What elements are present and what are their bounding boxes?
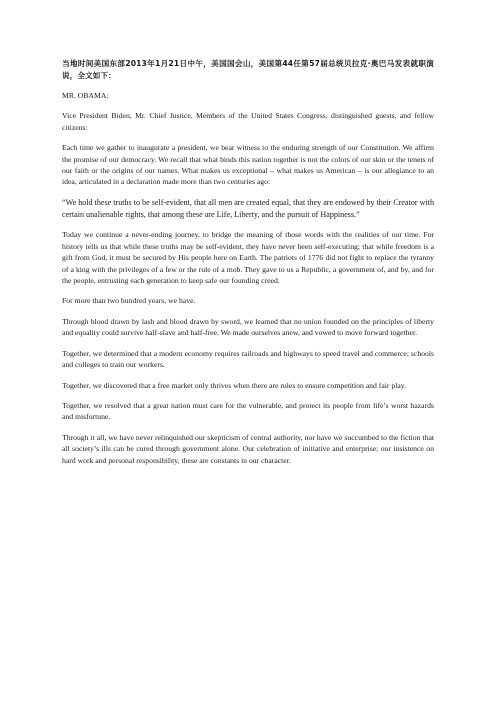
paragraph-two-hundred-years: For more than two hundred years, we have.: [62, 296, 196, 306]
paragraph-salutation: Vice President Biden, Mr. Chief Justice, Members of the United States Congress, distinguished guests, and fellow citizens:: [62, 111, 434, 132]
paragraph-modern-economy: Together, we determined that a modern economy requires railroads and highways to speed travel and commerce; schools and colleges to train our workers.: [62, 348, 434, 370]
paragraph-blood-drawn: Through blood drawn by lash and blood drawn by sword, we learned that no union founded on the principles of liberty and equality could survive half-slave and half-free. We made ourselves anew, and vowed to move forward together.: [62, 316, 434, 338]
document-heading: 当地时间美国东部2013年1月21日中午，美国国会山，美国第44任第57届总统贝拉克·奥巴马发表就职演说，全文如下：: [62, 59, 434, 80]
paragraph-great-nation: Together, we resolved that a great nation must care for the vulnerable, and protect its people from life’s worst hazards and misfortune.: [62, 400, 434, 422]
paragraph-constitution: Each time we gather to inaugurate a president, we bear witness to the enduring strength of our Constitution. We affirm the promise of our democracy. We recall that what binds this nation together is not the colors of our skin or the tenets of our faith or the origins of our names. What makes us exceptional – what makes us American – is our allegiance to an idea, articulated in a declaration made more than two centuries ago:: [62, 143, 434, 187]
paragraph-declaration-quote: “We hold these truths to be self-evident, that all men are created equal, that they are endowed by their Creator with certain unalienable rights, that among these are Life, Liberty, and the pursuit of Happiness.”: [62, 197, 434, 219]
paragraph-free-market: Together, we discovered that a free market only thrives when there are rules to ensure competition and fair play.: [62, 380, 407, 390]
document-page: [62, 58, 434, 475]
speaker-label: MR. OBAMA:: [62, 91, 109, 100]
paragraph-through-it-all: Through it all, we have never relinquished our skepticism of central authority, nor have we succumbed to the fiction that all society’s ills can be cured through government alone. Our celebration of initiative and enterprise; our insistence on hard work and personal responsibility, these are constants in our character.: [62, 432, 434, 465]
paragraph-never-ending-journey: Today we continue a never-ending journey, to bridge the meaning of those words with the realities of our time. For history tells us that while these truths may be self-evident, they have never been self-executing; that while freedom is a gift from God, it must be secured by His people here on Earth. The patriots of 1776 did not fight to replace the tyranny of a king with the privileges of a few or the rule of a mob. They gave to us a Republic, a government of, and by, and for the people, entrusting each generation to keep safe our founding creed.: [62, 230, 434, 286]
